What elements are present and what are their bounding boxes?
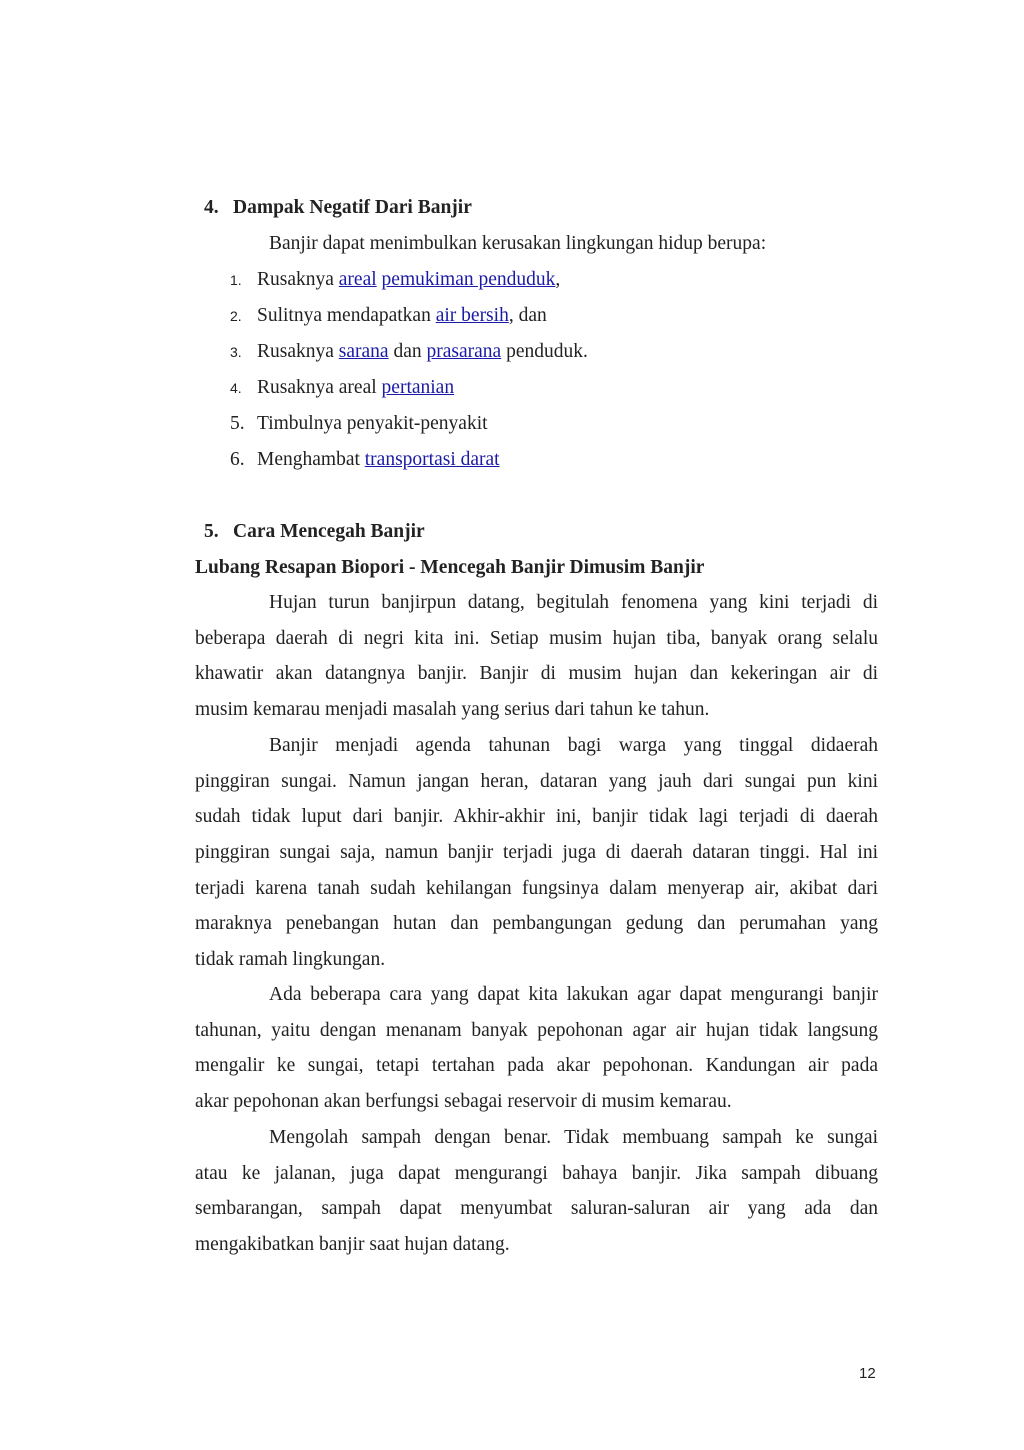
paragraph-line: Banjir menjadi agenda tahunan bagi warga yang tinggal didaerah xyxy=(269,735,878,756)
section-4-intro: Banjir dapat menimbulkan kerusakan lingkungan hidup berupa: xyxy=(269,233,767,254)
list-item xyxy=(230,377,454,399)
list-number: 3. xyxy=(230,344,242,360)
paragraph-line: akar pepohonan akan berfungsi sebagai reservoir di musim kemarau. xyxy=(195,1091,732,1113)
paragraph-4 xyxy=(195,1120,878,1263)
link-sarana[interactable]: sarana xyxy=(338,341,389,362)
link-prasarana[interactable]: prasarana xyxy=(426,341,502,362)
link-pemukiman-penduduk[interactable]: pemukiman penduduk xyxy=(381,269,556,290)
list-number: 6. xyxy=(230,449,245,470)
section-5-number: 5. xyxy=(204,521,219,542)
list-number: 2. xyxy=(230,308,242,324)
paragraph-line: Mengolah sampah dengan benar. Tidak membuang sampah ke sungai xyxy=(269,1127,878,1148)
link-pertanian[interactable]: pertanian xyxy=(381,377,455,398)
page-number: 12 xyxy=(859,1365,876,1382)
list-text: Rusaknya areal xyxy=(257,377,382,398)
paragraph-line: beberapa daerah di negri kita ini. Setiap musim hujan tiba, banyak orang selalu xyxy=(195,627,878,649)
list-number: 4. xyxy=(230,380,242,396)
list-item xyxy=(230,449,500,471)
section-5-subtitle: Lubang Resapan Biopori - Mencegah Banjir Dimusim Banjir xyxy=(195,557,705,578)
paragraph-line: khawatir akan datangnya banjir. Banjir di musim hujan dan kekeringan air di xyxy=(195,663,878,685)
paragraph-line: sudah tidak luput dari banjir. Akhir-akhir ini, banjir tidak lagi terjadi di daerah xyxy=(195,806,878,828)
paragraph-line: pinggiran sungai. Namun jangan heran, dataran yang jauh dari sungai pun kini xyxy=(195,770,878,792)
list-item xyxy=(230,341,588,363)
paragraph-line: tahunan, yaitu dengan menanam banyak pepohonan agar air hujan tidak langsung xyxy=(195,1019,878,1041)
section-5-title: Cara Mencegah Banjir xyxy=(233,521,425,542)
link-areal[interactable]: areal xyxy=(338,269,377,290)
paragraph-1 xyxy=(195,585,878,728)
link-air-bersih[interactable]: air bersih xyxy=(435,305,509,326)
paragraph-line: mengakibatkan banjir saat hujan datang. xyxy=(195,1234,510,1256)
paragraph-line: tidak ramah lingkungan. xyxy=(195,949,386,971)
paragraph-2 xyxy=(195,728,878,978)
list-text: Rusaknya xyxy=(257,269,339,290)
list-text: Timbulnya penyakit-penyakit xyxy=(257,413,488,434)
list-text: Rusaknya xyxy=(257,341,339,362)
list-text: Sulitnya mendapatkan xyxy=(257,305,436,326)
list-number: 5. xyxy=(230,413,245,434)
paragraph-line: musim kemarau menjadi masalah yang serius dari tahun ke tahun. xyxy=(195,699,710,721)
paragraph-line: pinggiran sungai saja, namun banjir terjadi juga di daerah dataran tinggi. Hal ini xyxy=(195,842,878,864)
list-item xyxy=(230,413,488,435)
paragraph-line: maraknya penebangan hutan dan pembangungan gedung dan perumahan yang xyxy=(195,913,878,935)
list-text-separator: dan xyxy=(388,341,427,362)
paragraph-line: atau ke jalanan, juga dapat mengurangi bahaya banjir. Jika sampah dibuang xyxy=(195,1162,878,1184)
list-item xyxy=(230,269,560,291)
paragraph-line: mengalir ke sungai, tetapi tertahan pada akar pepohonan. Kandungan air pada xyxy=(195,1055,878,1077)
paragraph-line: Hujan turun banjirpun datang, begitulah fenomena yang kini terjadi di xyxy=(269,592,878,613)
list-text-suffix: penduduk. xyxy=(501,341,588,362)
list-text: Menghambat xyxy=(257,449,365,470)
section-4-number: 4. xyxy=(204,197,219,218)
list-number: 1. xyxy=(230,272,242,288)
paragraph-3 xyxy=(195,977,878,1120)
list-text-suffix: , xyxy=(555,269,561,290)
paragraph-line: Ada beberapa cara yang dapat kita lakukan agar dapat mengurangi banjir xyxy=(269,984,878,1005)
section-4-title: Dampak Negatif Dari Banjir xyxy=(233,197,472,218)
list-text-suffix: , dan xyxy=(508,305,547,326)
paragraph-line: sembarangan, sampah dapat menyumbat saluran-saluran air yang ada dan xyxy=(195,1198,878,1220)
paragraph-line: terjadi karena tanah sudah kehilangan fungsinya dalam menyerap air, akibat dari xyxy=(195,877,878,899)
link-transportasi-darat[interactable]: transportasi darat xyxy=(364,449,500,470)
list-item xyxy=(230,305,547,327)
